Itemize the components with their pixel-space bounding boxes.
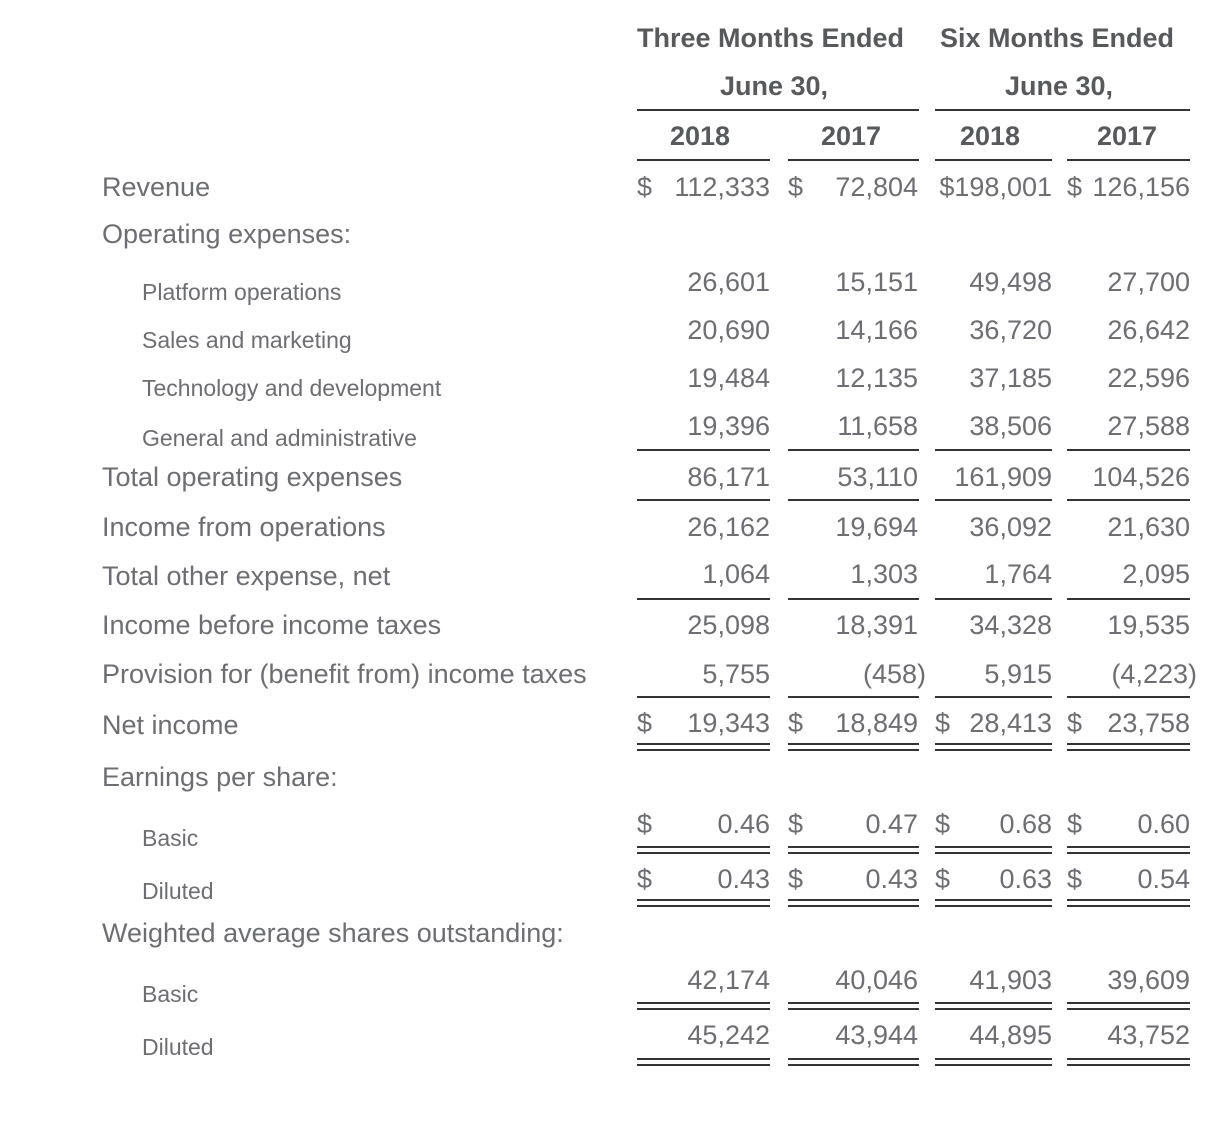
header-rule-six [935, 109, 1190, 111]
revenue-value: $198,001 [939, 172, 1052, 202]
platform-operations-value: 26,601 [687, 267, 770, 297]
other-expense-value: 1,303 [850, 559, 918, 589]
total-double-rule [935, 899, 1052, 907]
subtotal-rule [788, 449, 919, 451]
subtotal-rule [788, 499, 919, 501]
shares-basic-value: 40,046 [835, 965, 918, 995]
operating-expenses-heading: Operating expenses: [102, 219, 352, 249]
total-operating-expenses-value: 53,110 [837, 462, 918, 492]
eps-diluted-label: Diluted [142, 878, 214, 904]
sales-marketing-value: 14,166 [835, 315, 918, 345]
header-june30-six: June 30, [1005, 71, 1114, 101]
eps-diluted-value: 0.63 [999, 864, 1052, 894]
currency-symbol: $ [637, 809, 653, 839]
subtotal-rule [1067, 696, 1190, 698]
platform-operations-label: Platform operations [142, 279, 342, 305]
provision-income-taxes-value: 5,755 [702, 659, 770, 689]
other-expense-value: 2,095 [1122, 559, 1190, 589]
total-operating-expenses-value: 104,526 [1092, 462, 1190, 492]
subtotal-rule [637, 449, 770, 451]
subtotal-rule [788, 696, 919, 698]
revenue-label: Revenue [102, 172, 211, 202]
income-before-taxes-value: 34,328 [969, 610, 1052, 640]
platform-operations-value: 27,700 [1107, 267, 1190, 297]
currency-symbol: $ [935, 864, 951, 894]
currency-symbol: $ [935, 708, 951, 738]
currency-symbol: $ [788, 809, 804, 839]
provision-income-taxes-label: Provision for (benefit from) income taxes [102, 659, 587, 689]
total-double-rule [788, 846, 919, 854]
sales-marketing-value: 26,642 [1107, 315, 1190, 345]
eps-diluted-value: 0.43 [717, 864, 770, 894]
shares-diluted-value: 44,895 [969, 1020, 1052, 1050]
income-from-operations-value: 26,162 [687, 512, 770, 542]
subtotal-rule [935, 598, 1052, 600]
net-income-value: 18,849 [835, 708, 918, 738]
eps-basic-value: 0.60 [1137, 809, 1190, 839]
year-2017-three: 2017 [821, 121, 882, 151]
revenue-value: 72,804 [835, 172, 918, 202]
income-from-operations-value: 21,630 [1107, 512, 1190, 542]
provision-income-taxes-value: (458) [862, 659, 926, 689]
total-operating-expenses-value: 86,171 [687, 462, 770, 492]
total-double-rule [637, 846, 770, 854]
total-double-rule [788, 743, 919, 751]
total-double-rule [637, 1002, 770, 1010]
eps-basic-value: 0.46 [717, 809, 770, 839]
income-before-taxes-value: 19,535 [1107, 610, 1190, 640]
net-income-value: 28,413 [969, 708, 1052, 738]
subtotal-rule [637, 696, 770, 698]
shares-basic-label: Basic [142, 981, 199, 1007]
shares-basic-value: 39,609 [1107, 965, 1190, 995]
general-administrative-value: 11,658 [837, 411, 918, 441]
currency-symbol: $ [637, 172, 653, 202]
platform-operations-value: 49,498 [969, 267, 1052, 297]
currency-symbol: $ [788, 708, 804, 738]
total-double-rule [935, 743, 1052, 751]
net-income-label: Net income [102, 710, 239, 740]
currency-symbol: $ [637, 708, 653, 738]
technology-development-label: Technology and development [142, 375, 442, 401]
total-operating-expenses-value: 161,909 [954, 462, 1052, 492]
subtotal-rule [935, 696, 1052, 698]
subtotal-rule [637, 499, 770, 501]
technology-development-value: 22,596 [1107, 363, 1190, 393]
total-double-rule [637, 743, 770, 751]
year-rule-1 [637, 159, 770, 161]
revenue-value: 112,333 [674, 172, 770, 202]
sales-marketing-value: 20,690 [687, 315, 770, 345]
income-before-taxes-label: Income before income taxes [102, 610, 442, 640]
shares-diluted-value: 45,242 [687, 1020, 770, 1050]
header-rule-three [637, 109, 919, 111]
total-double-rule [935, 1002, 1052, 1010]
revenue-value: 126,156 [1092, 172, 1190, 202]
currency-symbol: $ [1067, 708, 1083, 738]
total-double-rule [1067, 899, 1190, 907]
provision-income-taxes-value: (4,223) [1111, 659, 1197, 689]
header-june30-three: June 30, [720, 71, 829, 101]
year-2018-six: 2018 [960, 121, 1021, 151]
net-income-value: 23,758 [1107, 708, 1190, 738]
total-double-rule [788, 1002, 919, 1010]
shares-diluted-value: 43,752 [1107, 1020, 1190, 1050]
total-double-rule [1067, 1002, 1190, 1010]
currency-symbol: $ [788, 864, 804, 894]
year-2017-six: 2017 [1097, 121, 1158, 151]
subtotal-rule [935, 499, 1052, 501]
income-from-operations-label: Income from operations [102, 512, 386, 542]
earnings-per-share-heading: Earnings per share: [102, 762, 338, 792]
other-expense-value: 1,764 [984, 559, 1052, 589]
currency-symbol: $ [935, 809, 951, 839]
total-double-rule [1067, 1058, 1190, 1066]
sales-marketing-value: 36,720 [969, 315, 1052, 345]
header-six-months: Six Months Ended [940, 23, 1175, 53]
eps-diluted-value: 0.54 [1137, 864, 1190, 894]
subtotal-rule [788, 598, 919, 600]
total-double-rule [637, 899, 770, 907]
total-double-rule [1067, 743, 1190, 751]
subtotal-rule [1067, 598, 1190, 600]
total-double-rule [788, 899, 919, 907]
subtotal-rule [637, 598, 770, 600]
eps-basic-label: Basic [142, 825, 199, 851]
shares-basic-value: 41,903 [969, 965, 1052, 995]
income-from-operations-value: 36,092 [969, 512, 1052, 542]
other-expense-label: Total other expense, net [102, 561, 391, 591]
weighted-shares-heading: Weighted average shares outstanding: [102, 918, 564, 948]
shares-basic-value: 42,174 [687, 965, 770, 995]
total-double-rule [1067, 846, 1190, 854]
technology-development-value: 19,484 [687, 363, 770, 393]
shares-diluted-label: Diluted [142, 1034, 214, 1060]
currency-symbol: $ [1067, 172, 1083, 202]
technology-development-value: 37,185 [969, 363, 1052, 393]
eps-basic-value: 0.68 [999, 809, 1052, 839]
general-administrative-label: General and administrative [142, 425, 417, 451]
total-double-rule [935, 846, 1052, 854]
year-2018-three: 2018 [670, 121, 731, 151]
total-double-rule [935, 1058, 1052, 1066]
total-double-rule [637, 1058, 770, 1066]
subtotal-rule [1067, 449, 1190, 451]
year-rule-4 [1067, 159, 1190, 161]
other-expense-value: 1,064 [702, 559, 770, 589]
sales-marketing-label: Sales and marketing [142, 327, 352, 353]
subtotal-rule [1067, 499, 1190, 501]
general-administrative-value: 27,588 [1107, 411, 1190, 441]
year-rule-3 [935, 159, 1052, 161]
total-operating-expenses-label: Total operating expenses [102, 462, 403, 492]
year-rule-2 [788, 159, 919, 161]
platform-operations-value: 15,151 [835, 267, 918, 297]
general-administrative-value: 19,396 [687, 411, 770, 441]
currency-symbol: $ [1067, 864, 1083, 894]
subtotal-rule [935, 449, 1052, 451]
technology-development-value: 12,135 [835, 363, 918, 393]
net-income-value: 19,343 [687, 708, 770, 738]
currency-symbol: $ [1067, 809, 1083, 839]
income-from-operations-value: 19,694 [835, 512, 918, 542]
income-before-taxes-value: 25,098 [687, 610, 770, 640]
eps-basic-value: 0.47 [865, 809, 918, 839]
eps-diluted-value: 0.43 [865, 864, 918, 894]
shares-diluted-value: 43,944 [835, 1020, 918, 1050]
currency-symbol: $ [637, 864, 653, 894]
total-double-rule [788, 1058, 919, 1066]
general-administrative-value: 38,506 [969, 411, 1052, 441]
provision-income-taxes-value: 5,915 [984, 659, 1052, 689]
header-three-months: Three Months Ended [637, 23, 905, 53]
currency-symbol: $ [788, 172, 804, 202]
income-before-taxes-value: 18,391 [835, 610, 918, 640]
